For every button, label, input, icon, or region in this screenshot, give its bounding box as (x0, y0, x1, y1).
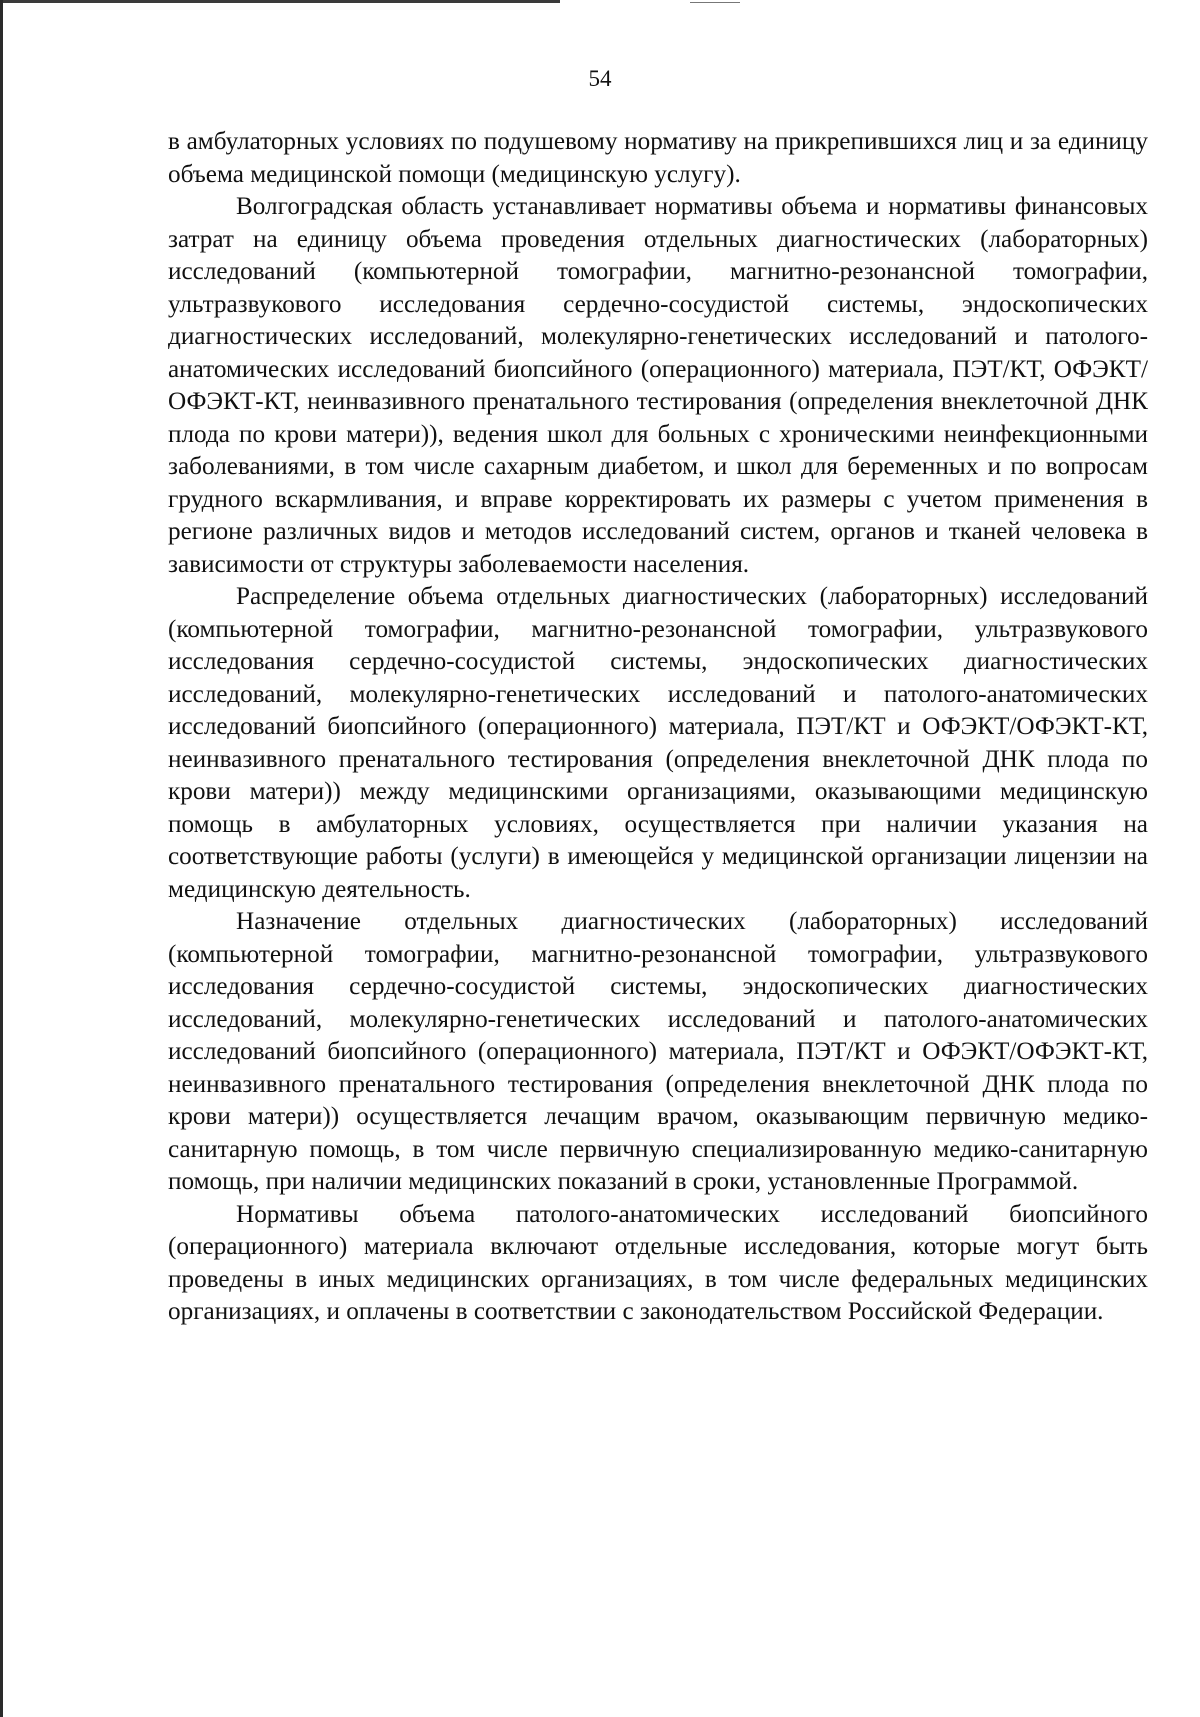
paragraph-assignment-of-studies: Назначение отдельных диагностических (лабораторных) исследований (компьютерной томографии, магнитно-резонансной томографии, ультразвукового исследования сердечно-сосудистой системы, эндоскопических диагностических исследований, молекулярно-генетических исследований и патолого-анатомических исследований биопсийного (операционного) материала, ПЭТ/КТ и ОФЭКТ/ОФЭКТ-КТ, неинвазивного пренатального тестирования (определения внеклеточной ДНК плода по крови матери)) осуществляется лечащим врачом, оказывающим первичную медико-санитарную помощь, в том числе первичную специализированную медико-санитарную помощь, при наличии медицинских показаний в сроки, установленные Программой. (168, 908, 1148, 1195)
scan-edge-top (0, 0, 560, 3)
paragraph-volume-distribution: Распределение объема отдельных диагностических (лабораторных) исследований (компьютерной томографии, магнитно-резонансной томографии, ультразвукового исследования сердечно-сосудистой системы, эндоскопических диагностических исследований, молекулярно-генетических исследований и патолого-анатомических исследований биопсийного (операционного) материала, ПЭТ/КТ и ОФЭКТ/ОФЭКТ-КТ, неинвазивного пренатального тестирования (определения внеклеточной ДНК плода по крови матери)) между медицинскими организациями, оказывающими медицинскую помощь в амбулаторных условиях, осуществляется при наличии указания на соответствующие работы (услуги) в имеющейся у медицинской организации лицензии на медицинскую деятельность. (168, 583, 1148, 903)
paragraph-continuation: в амбулаторных условиях по подушевому нормативу на прикрепившихся лиц и за единицу объема медицинской помощи (медицинскую услугу). (168, 128, 1148, 188)
scan-edge-top-mark (690, 2, 740, 3)
paragraph-pathology-normatives: Нормативы объема патолого-анатомических исследований биопсийного (операционного) материала включают отдельные исследования, которые могут быть проведены в иных медицинских организациях, в том числе федеральных медицинских организациях, и оплачены в соответствии с законодательством Российской Федерации. (168, 1200, 1148, 1325)
document-body (168, 126, 1148, 1329)
scan-edge-left (0, 0, 3, 1717)
page-number: 54 (588, 66, 612, 91)
paragraph-regional-normatives: Волгоградская область устанавливает нормативы объема и нормативы финансовых затрат на единицу объема проведения отдельных диагностических (лабораторных) исследований (компьютерной томографии, магнитно-резонансной томографии, ультразвукового исследования сердечно-сосудистой системы, эндоскопических диагностических исследований, молекулярно-генетических исследований и патолого-анатомических исследований биопсийного (операционного) материала, ПЭТ/КТ, ОФЭКТ/ОФЭКТ-КТ, неинвазивного пренатального тестирования (определения внеклеточной ДНК плода по крови матери)), ведения школ для больных с хроническими неинфекционными заболеваниями, в том числе сахарным диабетом, и школ для беременных и по вопросам грудного вскармливания, и вправе корректировать их размеры с учетом применения в регионе различных видов и методов исследований систем, органов и тканей человека в зависимости от структуры заболеваемости населения. (168, 193, 1148, 578)
